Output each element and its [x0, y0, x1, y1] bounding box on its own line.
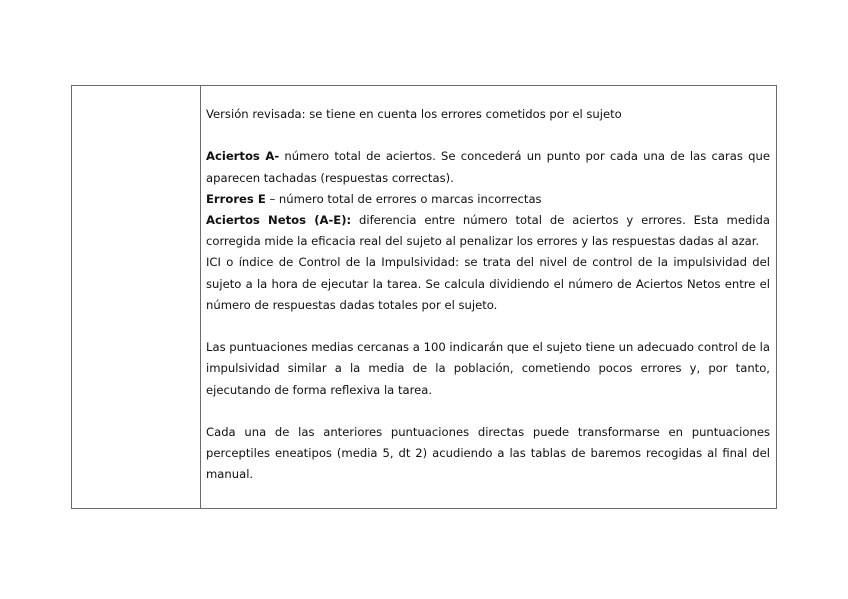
errores-paragraph	[206, 189, 770, 210]
aciertos-netos-label: Aciertos Netos (A-E):	[206, 213, 352, 227]
errores-text: – número total de errores o marcas incorrectas	[265, 191, 542, 206]
errores-label: Errores E	[206, 191, 266, 206]
aciertos-label: Aciertos A-	[206, 149, 280, 164]
spacer	[206, 125, 770, 146]
version-line: Versión revisada: se tiene en cuenta los errores cometidos por el sujeto	[206, 107, 622, 121]
table-right-cell	[201, 86, 776, 508]
content-table	[71, 85, 777, 509]
spacer	[206, 401, 770, 422]
table-left-cell	[72, 86, 201, 508]
puntuaciones-medias-paragraph: Las puntuaciones medias cercanas a 100 indicarán que el sujeto tiene un adecuado control de la impulsividad similar a la media de la población, cometiendo pocos errores y, por tanto, ejecutando de forma reflexiva la tarea.	[206, 340, 770, 397]
transformacion-paragraph: Cada una de las anteriores puntuaciones directas puede transformarse en puntuaciones perceptiles eneatipos (media 5, dt 2) acudiendo a las tablas de baremos recogidas al final del manual.	[206, 425, 770, 482]
spacer	[206, 316, 770, 337]
ici-paragraph: ICI o índice de Control de la Impulsividad: se trata del nivel de control de la impulsividad del sujeto a la hora de ejecutar la tarea. Se calcula dividiendo el número de Aciertos Netos entre el número de respuestas dadas totales por el sujeto.	[206, 255, 770, 312]
aciertos-netos-text: diferencia entre número total de aciertos y errores. Esta medida corregida mide la eficacia real del sujeto al penalizar los errores y las respuestas dadas al azar.	[206, 213, 770, 249]
aciertos-text: número total de aciertos. Se concederá un punto por cada una de las caras que aparecen tachadas (respuestas correctas).	[206, 149, 770, 185]
aciertos-paragraph	[206, 146, 770, 188]
aciertos-netos-paragraph	[206, 210, 770, 252]
